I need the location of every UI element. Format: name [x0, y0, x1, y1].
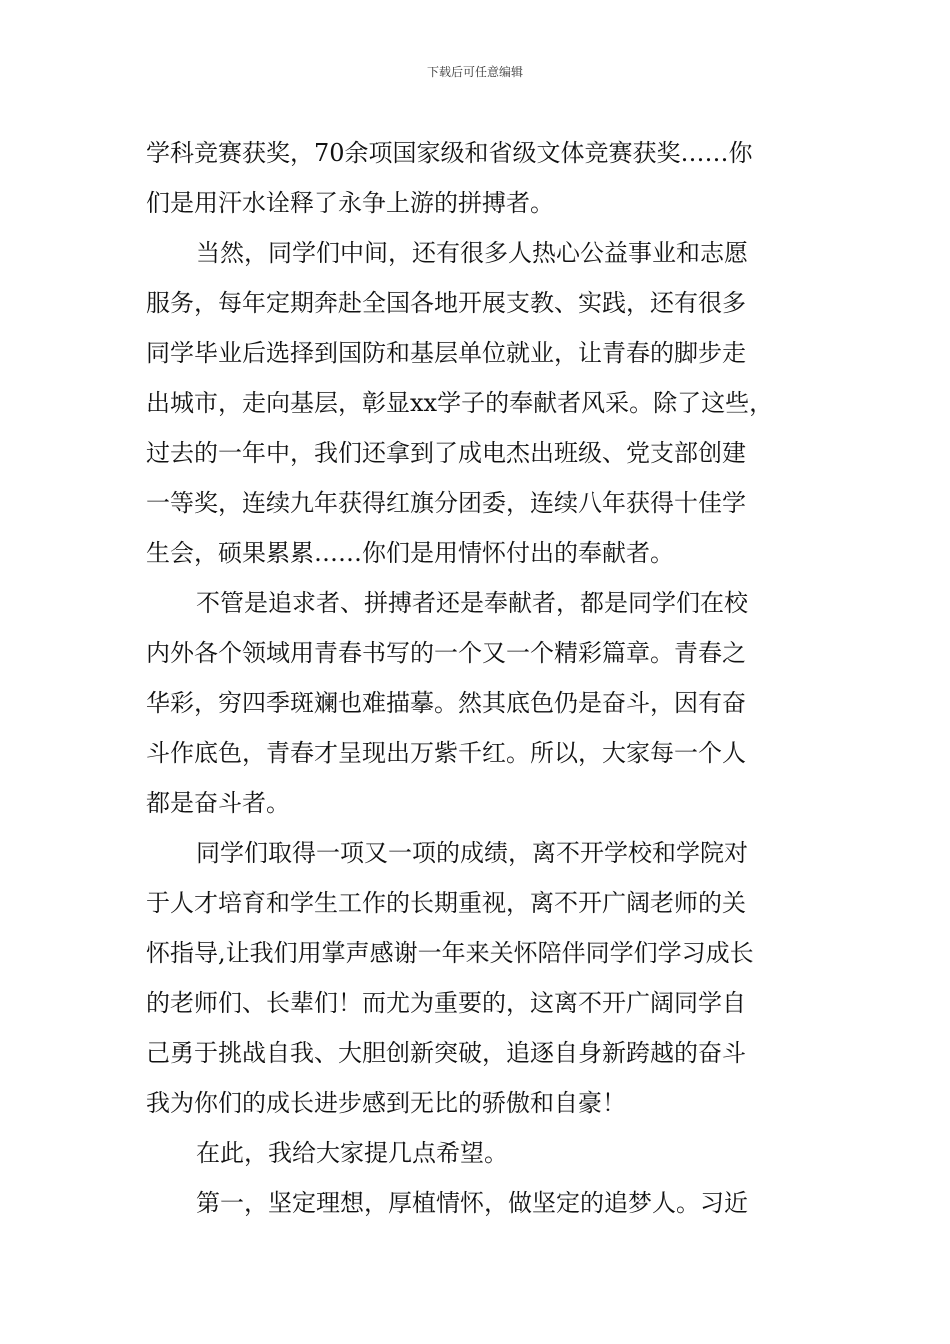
text-line-14: 都是奋斗者。 — [146, 789, 290, 817]
text-line-3: 当然，同学们中间，还有很多人热心公益事业和志愿 — [196, 239, 748, 267]
text-line-2: 们是用汗水诠释了永争上游的拼搏者。 — [146, 189, 554, 217]
text-line-8: 一等奖，连续九年获得红旗分团委，连续八年获得十佳学 — [146, 489, 746, 517]
text-line-4: 服务，每年定期奔赴全国各地开展支教、实践，还有很多 — [146, 289, 746, 317]
text-line-22: 第一，坚定理想，厚植情怀，做坚定的追梦人。习近 — [196, 1189, 748, 1217]
text-line-21: 在此，我给大家提几点希望。 — [196, 1139, 508, 1167]
text-line-10: 不管是追求者、拼搏者还是奉献者，都是同学们在校 — [196, 589, 748, 617]
text-line-16: 于人才培育和学生工作的长期重视，离不开广阔老师的关 — [146, 889, 746, 917]
text-line-13: 斗作底色，青春才呈现出万紫千红。所以，大家每一个人 — [146, 739, 746, 767]
text-line-1: 学科竞赛获奖，70余项国家级和省级文体竞赛获奖……你 — [146, 139, 753, 167]
text-line-7: 过去的一年中，我们还拿到了成电杰出班级、党支部创建 — [146, 439, 746, 467]
text-line-18: 的老师们、长辈们！而尤为重要的，这离不开广阔同学自 — [146, 989, 746, 1017]
text-line-9: 生会，硕果累累……你们是用情怀付出的奉献者。 — [146, 539, 674, 567]
text-line-11: 内外各个领域用青春书写的一个又一个精彩篇章。青春之 — [146, 639, 746, 667]
text-line-6: 出城市，走向基层，彰显xx学子的奉献者风采。除了这些， — [146, 389, 774, 417]
text-line-15: 同学们取得一项又一项的成绩，离不开学校和学院对 — [196, 839, 748, 867]
text-line-19: 己勇于挑战自我、大胆创新突破，追逐自身新跨越的奋斗 — [146, 1039, 746, 1067]
text-line-17: 怀指导,让我们用掌声感谢一年来关怀陪伴同学们学习成长 — [146, 939, 754, 967]
text-line-20: 我为你们的成长进步感到无比的骄傲和自豪！ — [146, 1089, 626, 1117]
document-body — [146, 128, 818, 1228]
page-header: 下载后可任意编辑 — [426, 65, 523, 79]
text-line-12: 华彩，穷四季斑斓也难描摹。然其底色仍是奋斗，因有奋 — [146, 689, 746, 717]
text-line-5: 同学毕业后选择到国防和基层单位就业，让青春的脚步走 — [146, 339, 746, 367]
